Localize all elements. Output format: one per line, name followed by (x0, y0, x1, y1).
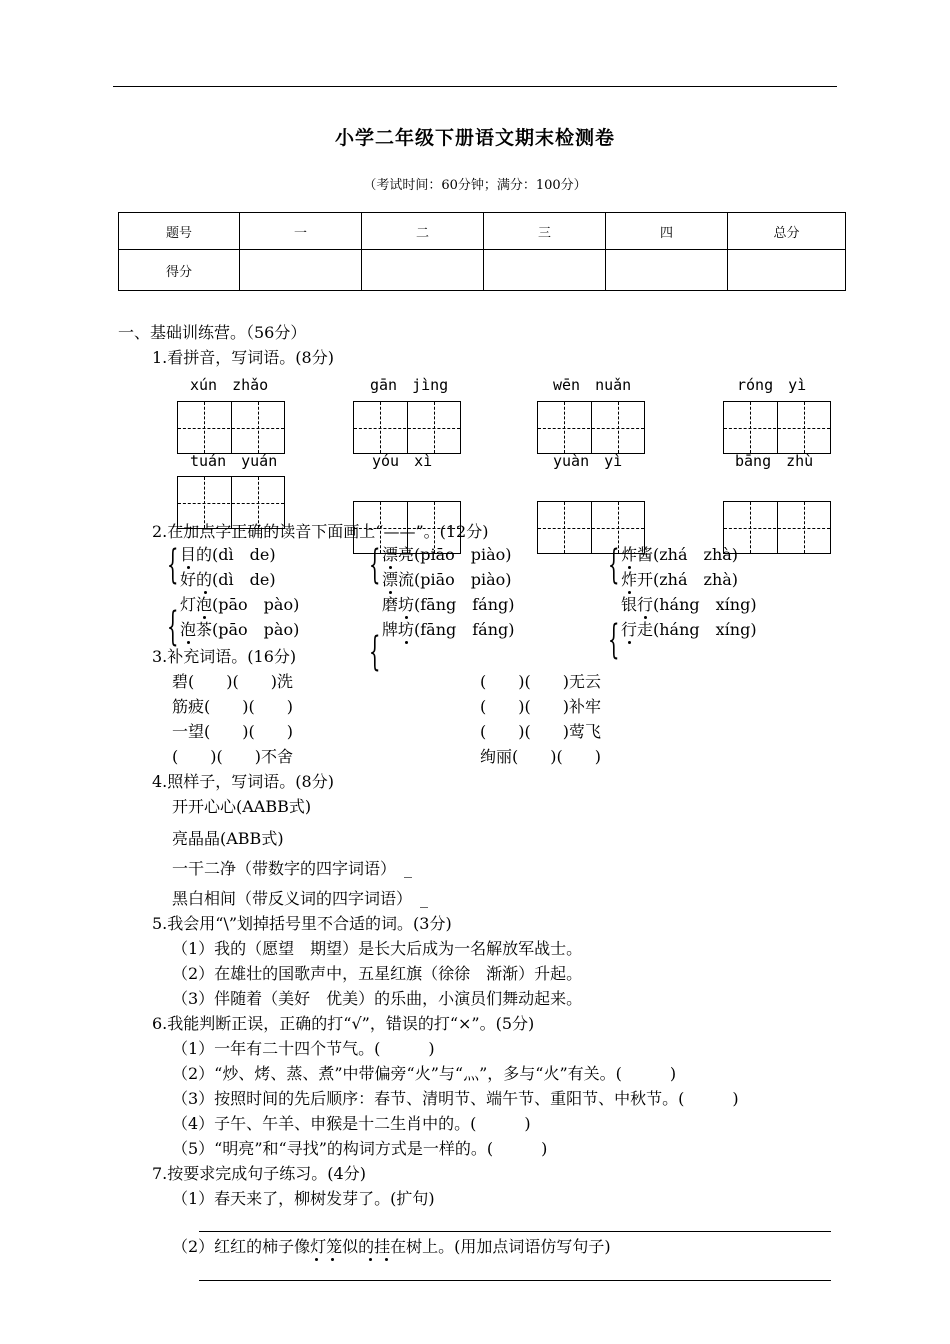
section-1-title: 一、基础训练营。（56分） (118, 323, 307, 342)
score-table-score-row (119, 250, 846, 291)
q4-title: 4.照样子，写词语。(8分) (152, 772, 334, 791)
emphasis-dot (405, 616, 408, 619)
judgement-item[interactable]: （1）一年有二十四个节气。( ) (172, 1039, 435, 1058)
score-input-cell[interactable] (240, 250, 362, 291)
reading-item: 灯泡(pāo pào) (180, 595, 300, 614)
emphasis-dot (187, 641, 190, 644)
reading-item: 漂亮(piāo piào) (382, 545, 512, 564)
judgement-item[interactable]: （4）子午、午羊、申猴是十二生肖中的。( ) (172, 1114, 531, 1133)
score-input-cell[interactable] (484, 250, 606, 291)
word-example[interactable]: 黑白相间（带反义词的四字词语） _ (172, 889, 429, 908)
pinyin-label: tuán yuán (190, 452, 278, 470)
reading-item: 牌坊(fāng fáng) (382, 620, 515, 639)
reading-item: 炸开(zhá zhà) (621, 570, 739, 589)
score-table (118, 212, 846, 291)
emphasis-dot (628, 641, 631, 644)
answer-line[interactable] (199, 1280, 831, 1281)
emphasis-dot (203, 616, 206, 619)
word-example[interactable]: 一干二净（带数字的四字词语） _ (172, 859, 413, 878)
writing-grid[interactable] (353, 401, 461, 454)
score-input-cell[interactable] (362, 250, 484, 291)
q1-title: 1.看拼音，写词语。(8分) (152, 348, 334, 367)
judgement-item[interactable]: （2）“炒、烤、蒸、煮”中带偏旁“火”与“灬”，多与“火”有关。( ) (172, 1064, 677, 1083)
q6-title: 6.我能判断正误，正确的打“√”，错误的打“×”。(5分) (152, 1014, 535, 1033)
reading-item: 磨坊(fāng fáng) (382, 595, 515, 614)
pinyin-label: bāng zhù (735, 452, 814, 470)
emphasis-dot (644, 616, 647, 619)
q2-title: 2.在加点字正确的读音下面画上“——”。(12分) (152, 522, 489, 541)
reading-item: 行走(háng xíng) (621, 620, 757, 639)
score-header-cell: 四 (606, 213, 728, 250)
reading-item: 漂流(piāo piào) (382, 570, 512, 589)
emphasis-dot (389, 591, 392, 594)
q5-title: 5.我会用“\”划掉括号里不合适的词。(3分) (152, 914, 452, 933)
pinyin-label: xún zhǎo (190, 376, 269, 394)
top-rule (113, 86, 837, 87)
reading-item: 银行(háng xíng) (621, 595, 757, 614)
idiom-fill[interactable]: ( )( )补牢 (480, 697, 601, 716)
brace: { (369, 629, 381, 675)
brace: { (608, 542, 620, 588)
sentence-item[interactable]: （1）我的（愿望 期望）是长大后成为一名解放军战士。 (172, 939, 583, 958)
word-example[interactable]: 开开心心(AABB式) (172, 797, 312, 816)
score-input-cell[interactable] (728, 250, 846, 291)
idiom-fill[interactable]: ( )( )无云 (480, 672, 601, 691)
score-table-header-row (119, 213, 846, 250)
sentence-item[interactable]: （3）伴随着（美好 优美）的乐曲，小演员们舞动起来。 (172, 989, 583, 1008)
emphasis-dot (389, 566, 392, 569)
score-header-cell: 题号 (119, 213, 240, 250)
pinyin-label: róng yì (737, 376, 807, 394)
emphasis-dot (331, 1258, 334, 1261)
brace: { (369, 542, 381, 588)
writing-grid[interactable] (723, 501, 831, 554)
word-example[interactable]: 亮晶晶(ABB式) (172, 829, 284, 848)
q7-title: 7.按要求完成句子练习。(4分) (152, 1164, 366, 1183)
emphasis-dot (315, 1258, 318, 1261)
answer-line[interactable] (199, 1231, 831, 1232)
brace: { (167, 542, 179, 588)
brace: { (167, 604, 179, 650)
score-header-cell: 二 (362, 213, 484, 250)
idiom-fill[interactable]: 绚丽( )( ) (480, 747, 601, 766)
sentence-exercise: （2）红红的柿子像灯笼似的挂在树上。(用加点词语仿写句子) (172, 1237, 611, 1256)
emphasis-dot (369, 1258, 372, 1261)
exam-info: （考试时间：60分钟；满分：100分） (363, 178, 587, 193)
writing-grid[interactable] (723, 401, 831, 454)
sentence-item[interactable]: （2）在雄壮的国歌声中，五星红旗（徐徐 渐渐）升起。 (172, 964, 583, 983)
score-header-cell: 总分 (728, 213, 846, 250)
score-header-cell: 一 (240, 213, 362, 250)
idiom-fill[interactable]: ( )( )不舍 (172, 747, 293, 766)
emphasis-dot (187, 566, 190, 569)
reading-item: 目的(dì de) (180, 545, 276, 564)
pinyin-label: wēn nuǎn (553, 376, 632, 394)
score-header-cell: 三 (484, 213, 606, 250)
emphasis-dot (204, 591, 207, 594)
judgement-item[interactable]: （3）按照时间的先后顺序：春节、清明节、端午节、重阳节、中秋节。( ) (172, 1089, 739, 1108)
pinyin-label: yuàn yì (553, 452, 623, 470)
idiom-fill[interactable]: ( )( )莺飞 (480, 722, 601, 741)
pinyin-label: yóu xì (372, 452, 433, 470)
reading-item: 炸酱(zhá zhà) (621, 545, 739, 564)
sentence-exercise: （1）春天来了，柳树发芽了。(扩句) (172, 1189, 435, 1208)
idiom-fill[interactable]: 碧( )( )洗 (172, 672, 293, 691)
score-input-cell[interactable] (606, 250, 728, 291)
emphasis-dot (628, 566, 631, 569)
reading-item: 好的(dì de) (180, 570, 276, 589)
idiom-fill[interactable]: 一望( )( ) (172, 722, 293, 741)
reading-item: 泡茶(pāo pào) (180, 620, 300, 639)
page-title: 小学二年级下册语文期末检测卷 (334, 127, 615, 149)
emphasis-dot (628, 591, 631, 594)
emphasis-dot (385, 1258, 388, 1261)
judgement-item[interactable]: （5）“明亮”和“寻找”的构词方式是一样的。( ) (172, 1139, 548, 1158)
brace: { (608, 617, 620, 663)
writing-grid[interactable] (177, 401, 285, 454)
score-row-label: 得分 (119, 250, 240, 291)
idiom-fill[interactable]: 筋疲( )( ) (172, 697, 293, 716)
emphasis-dot (405, 641, 408, 644)
pinyin-label: gān jìng (370, 376, 449, 394)
q3-title: 3.补充词语。(16分) (152, 647, 297, 666)
writing-grid[interactable] (537, 401, 645, 454)
